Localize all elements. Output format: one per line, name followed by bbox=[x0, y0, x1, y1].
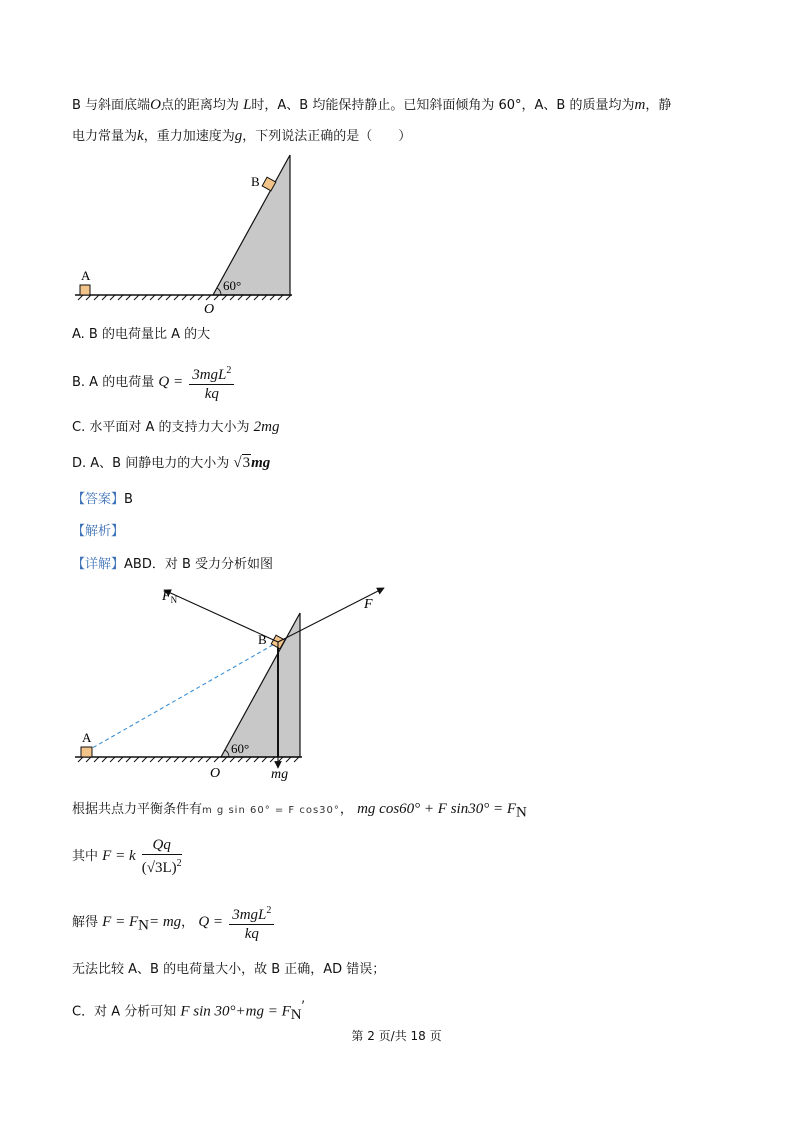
block-a bbox=[80, 285, 90, 295]
equation-3: 解得 $F = F_N=$ mg， Q = $\frac{3mgL^2}{kq}$ bbox=[72, 902, 276, 945]
label-b: B bbox=[251, 174, 260, 189]
label-a: A bbox=[81, 268, 91, 283]
analysis-header: 【解析】 bbox=[72, 524, 125, 539]
answer: 【答案】B bbox=[72, 492, 133, 507]
option-b: B. A 的电荷量 Q = $\frac{3mgL^2}{kq}$ bbox=[72, 362, 236, 403]
ground-hatch bbox=[78, 295, 291, 300]
ground-hatch bbox=[78, 757, 299, 762]
question-line-1: B 与斜面底端O点的距离均为 L时，A、B 均能保持静止。已知斜面倾角为 60°，A、B 的质量均为m，静 bbox=[72, 97, 672, 113]
option-c: C. 水平面对 A 的支持力大小为 2mg bbox=[72, 419, 280, 435]
fn-label: $F_N$ bbox=[162, 589, 178, 605]
option-d: D. A、B 间静电力的大小为 √3mg bbox=[72, 455, 271, 471]
f-label: F bbox=[364, 597, 373, 612]
detail-line: 【详解】ABD．对 B 受力分析如图 bbox=[72, 557, 274, 572]
angle-label: 60° bbox=[223, 278, 242, 293]
label-o: O bbox=[210, 766, 221, 781]
incline-figure bbox=[70, 150, 300, 320]
fn-arrow bbox=[164, 590, 278, 642]
label-a: A bbox=[82, 730, 92, 745]
label-b: B bbox=[258, 632, 267, 647]
equation-2: 其中 F = k $\frac{Qq}{(√3L)^2}$ bbox=[72, 837, 182, 876]
mg-label: mg bbox=[271, 767, 289, 782]
page-footer: 第 2 页/共 18 页 bbox=[351, 1029, 442, 1043]
block-a bbox=[81, 747, 92, 757]
option-a: A. B 的电荷量比 A 的大 bbox=[72, 327, 211, 342]
force-diagram bbox=[70, 585, 390, 785]
label-o: O bbox=[204, 302, 215, 317]
question-line-2: 电力常量为k，重力加速度为g，下列说法正确的是（ ） bbox=[72, 128, 412, 144]
angle-label: 60° bbox=[231, 741, 250, 756]
conclusion: 无法比较 A、B 的电荷量大小，故 B 正确，AD 错误； bbox=[72, 962, 386, 977]
equation-1: 根据共点力平衡条件有m g sin 60° = F cos30°， mg cos60° + F $\sin 30^\circ = F_N$ bbox=[72, 801, 527, 821]
c-analysis: C．对 A 分析可知 F $\sin 30^\circ+mg = F_N'$ bbox=[72, 998, 305, 1023]
